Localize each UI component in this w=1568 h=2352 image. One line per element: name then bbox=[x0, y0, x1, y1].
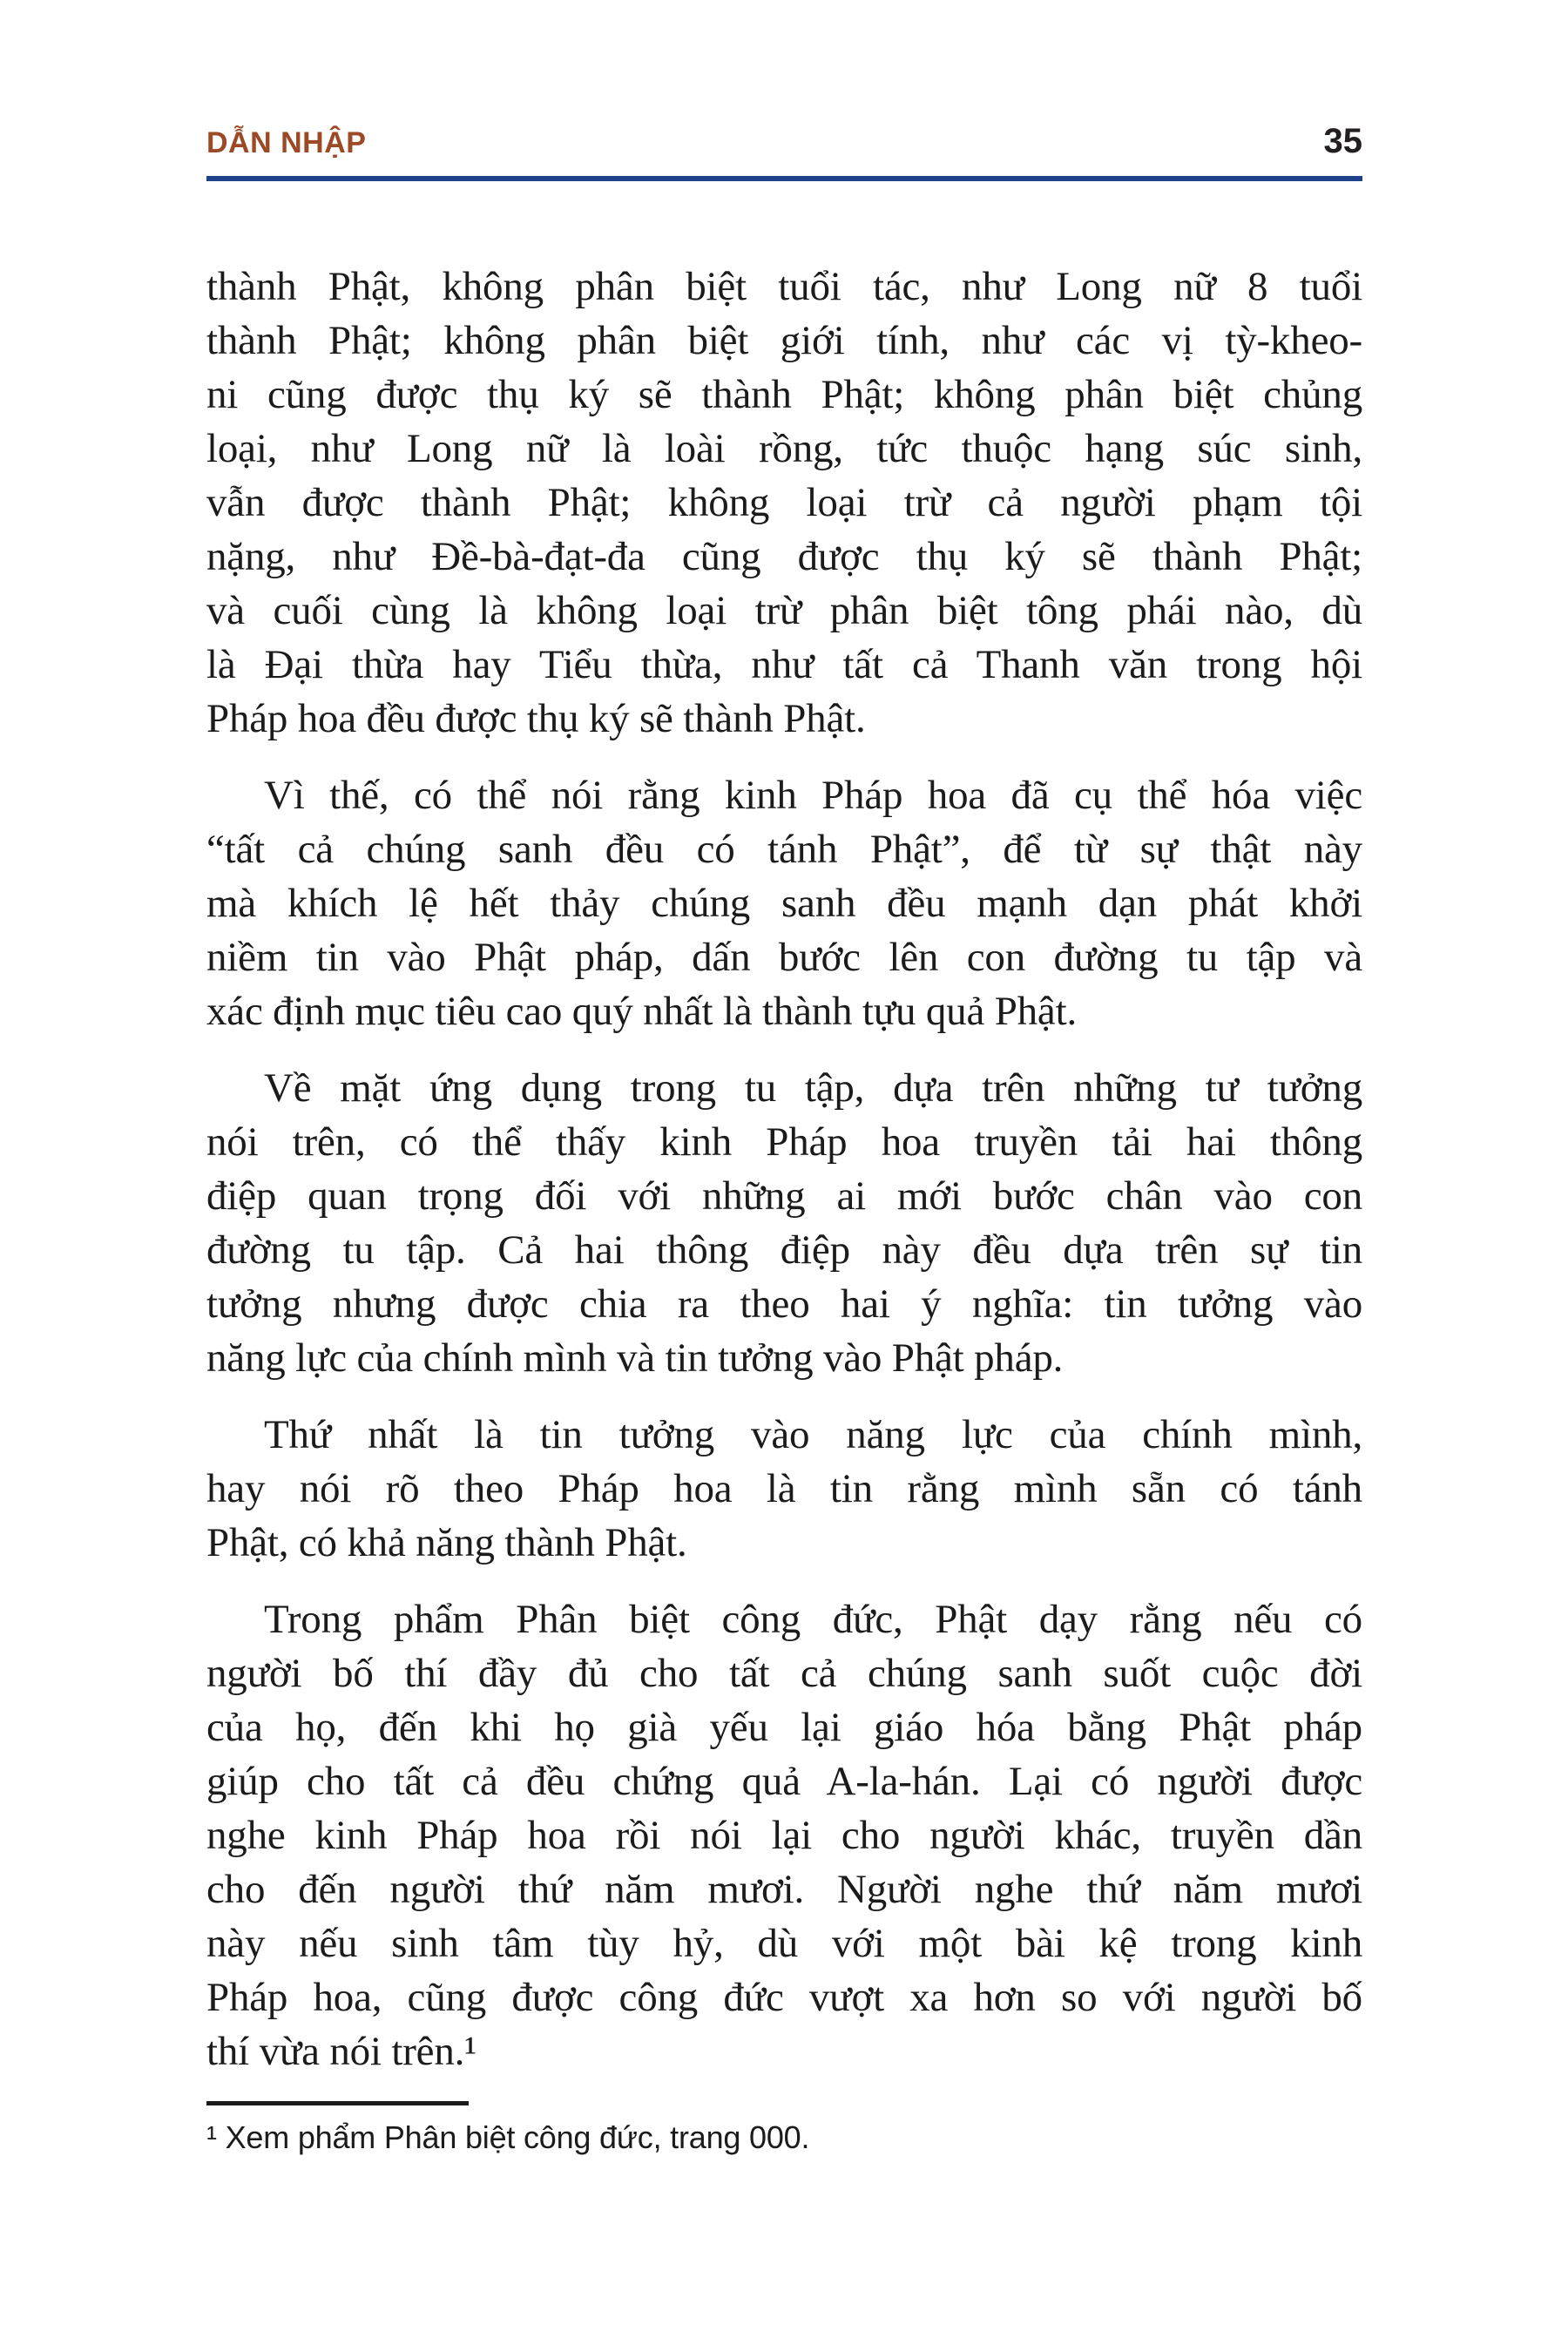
text-line: Pháp hoa, cũng được công đức vượt xa hơn so với người bố bbox=[206, 1975, 1362, 2020]
text-line: nặng, như Đề-bà-đạt-đa cũng được thụ ký sẽ thành Phật; bbox=[206, 534, 1362, 579]
header-rule bbox=[206, 176, 1362, 181]
text-line: Trong phẩm Phân biệt công đức, Phật dạy rằng nếu có bbox=[264, 1597, 1362, 1642]
paragraph bbox=[206, 260, 1362, 746]
text-line: hay nói rõ theo Pháp hoa là tin rằng mình sẵn có tánh bbox=[206, 1466, 1362, 1511]
text-line: và cuối cùng là không loại trừ phân biệt tông phái nào, dù bbox=[206, 588, 1362, 633]
text-line: thí vừa nói trên.¹ bbox=[206, 2029, 477, 2074]
text-line: tưởng nhưng được chia ra theo hai ý nghĩa: tin tưởng vào bbox=[206, 1281, 1362, 1327]
body-text bbox=[206, 260, 1362, 2158]
text-line: ni cũng được thụ ký sẽ thành Phật; không phân biệt chủng bbox=[206, 372, 1362, 417]
text-line: Về mặt ứng dụng trong tu tập, dựa trên những tư tưởng bbox=[264, 1065, 1362, 1111]
text-line: thành Phật; không phân biệt giới tính, như các vị tỳ-kheo- bbox=[206, 318, 1362, 363]
text-line: là Đại thừa hay Tiểu thừa, như tất cả Thanh văn trong hội bbox=[206, 642, 1362, 687]
text-line: nghe kinh Pháp hoa rồi nói lại cho người khác, truyền dần bbox=[206, 1813, 1362, 1858]
footnote-separator bbox=[206, 2101, 469, 2105]
text-line: đường tu tập. Cả hai thông điệp này đều dựa trên sự tin bbox=[206, 1227, 1362, 1273]
text-line: Vì thế, có thể nói rằng kinh Pháp hoa đã cụ thể hóa việc bbox=[264, 773, 1362, 818]
text-line: Phật, có khả năng thành Phật. bbox=[206, 1520, 687, 1565]
text-line: mà khích lệ hết thảy chúng sanh đều mạnh dạn phát khởi bbox=[206, 881, 1362, 926]
paragraph bbox=[206, 1061, 1362, 1385]
text-line: Pháp hoa đều được thụ ký sẽ thành Phật. bbox=[206, 696, 866, 741]
text-line: nói trên, có thể thấy kinh Pháp hoa truyền tải hai thông bbox=[206, 1119, 1362, 1165]
text-line: Thứ nhất là tin tưởng vào năng lực của chính mình, bbox=[264, 1412, 1362, 1457]
text-line: này nếu sinh tâm tùy hỷ, dù với một bài kệ trong kinh bbox=[206, 1921, 1362, 1966]
paragraph bbox=[206, 1592, 1362, 2078]
text-line: năng lực của chính mình và tin tưởng vào Phật pháp. bbox=[206, 1335, 1064, 1381]
paragraph bbox=[206, 768, 1362, 1038]
text-line: loại, như Long nữ là loài rồng, tức thuộc hạng súc sinh, bbox=[206, 426, 1362, 471]
text-line: xác định mục tiêu cao quý nhất là thành tựu quả Phật. bbox=[206, 989, 1078, 1034]
text-line: cho đến người thứ năm mươi. Người nghe thứ năm mươi bbox=[206, 1867, 1362, 1912]
paragraph bbox=[206, 1408, 1362, 1570]
section-title: DẪN NHẬP bbox=[206, 126, 367, 159]
text-line: giúp cho tất cả đều chứng quả A-la-hán. Lại có người được bbox=[206, 1759, 1362, 1804]
text-line: vẫn được thành Phật; không loại trừ cả người phạm tội bbox=[206, 480, 1362, 525]
text-line: điệp quan trọng đối với những ai mới bước chân vào con bbox=[206, 1173, 1362, 1219]
page-number: 35 bbox=[1323, 122, 1362, 160]
text-line: người bố thí đầy đủ cho tất cả chúng sanh suốt cuộc đời bbox=[206, 1651, 1362, 1696]
text-line: thành Phật, không phân biệt tuổi tác, như Long nữ 8 tuổi bbox=[206, 264, 1362, 309]
footnote: ¹ Xem phẩm Phân biệt công đức, trang 000. bbox=[206, 2119, 810, 2155]
text-line: “tất cả chúng sanh đều có tánh Phật”, để từ sự thật này bbox=[206, 827, 1362, 872]
text-line: niềm tin vào Phật pháp, dấn bước lên con đường tu tập và bbox=[206, 935, 1362, 980]
page-header bbox=[206, 122, 1362, 161]
text-line: của họ, đến khi họ già yếu lại giáo hóa bằng Phật pháp bbox=[206, 1705, 1362, 1750]
